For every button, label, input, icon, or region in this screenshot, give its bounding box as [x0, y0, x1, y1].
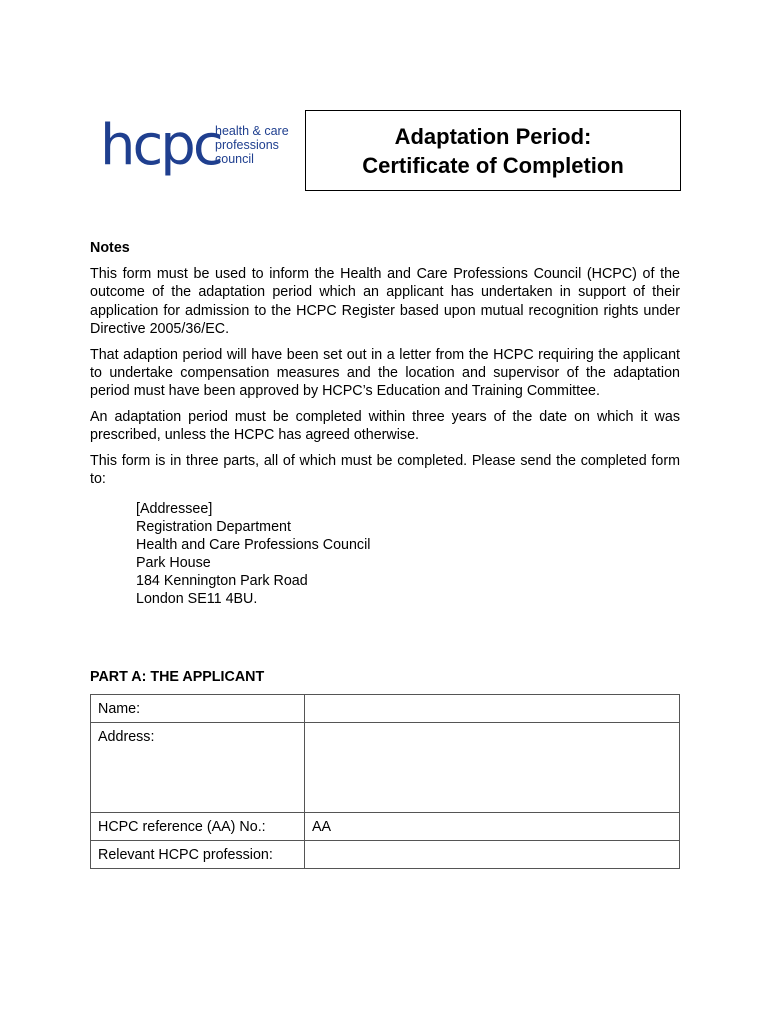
- name-field[interactable]: [305, 695, 680, 723]
- title-line-2: Certificate of Completion: [362, 152, 624, 178]
- address-line: [Addressee]: [136, 501, 213, 518]
- reference-field[interactable]: AA: [305, 813, 680, 841]
- notes-section: [90, 239, 680, 608]
- address-line: Health and Care Professions Council: [136, 537, 371, 554]
- postal-address: [136, 500, 680, 608]
- hcpc-logo: [100, 113, 290, 182]
- title-line-1: Adaptation Period:: [394, 123, 592, 149]
- applicant-form-table: [90, 694, 680, 869]
- address-line: Park House: [136, 555, 211, 572]
- notes-paragraph: An adaptation period must be completed within three years of the date on which it was prescribed, unless the HCPC has agreed otherwise.: [90, 408, 680, 444]
- address-label: Address:: [91, 723, 305, 813]
- address-line: Registration Department: [136, 519, 291, 536]
- notes-paragraph: This form must be used to inform the Health and Care Professions Council (HCPC) of the outcome of the adaptation period which an applicant has undertaken in support of their application for admission to the HCPC Register based upon mutual recognition rights under Directive 2005/36/EC.: [90, 266, 680, 338]
- profession-label: Relevant HCPC profession:: [91, 841, 305, 869]
- notes-paragraph: That adaption period will have been set out in a letter from the HCPC requiring the applicant to undertake compensation measures and the location and supervisor of the adaptation period must have been approved by HCPC’s Education and Training Committee.: [90, 346, 680, 400]
- name-label: Name:: [91, 695, 305, 723]
- address-field[interactable]: [305, 723, 680, 813]
- address-line: 184 Kennington Park Road: [136, 573, 308, 590]
- address-line: London SE11 4BU.: [136, 591, 258, 608]
- notes-heading: Notes: [90, 240, 130, 256]
- part-a-heading: PART A: THE APPLICANT: [90, 669, 265, 685]
- title-box: [305, 110, 681, 191]
- table-row: [91, 841, 680, 869]
- table-row: [91, 813, 680, 841]
- logo-tagline: health & care professions council: [215, 124, 289, 166]
- table-row: [91, 723, 680, 813]
- profession-field[interactable]: [305, 841, 680, 869]
- notes-paragraph: This form is in three parts, all of which must be completed. Please send the completed form to:: [90, 452, 680, 488]
- logo-wordmark: hcpc: [100, 113, 221, 178]
- table-row: [91, 695, 680, 723]
- reference-label: HCPC reference (AA) No.:: [91, 813, 305, 841]
